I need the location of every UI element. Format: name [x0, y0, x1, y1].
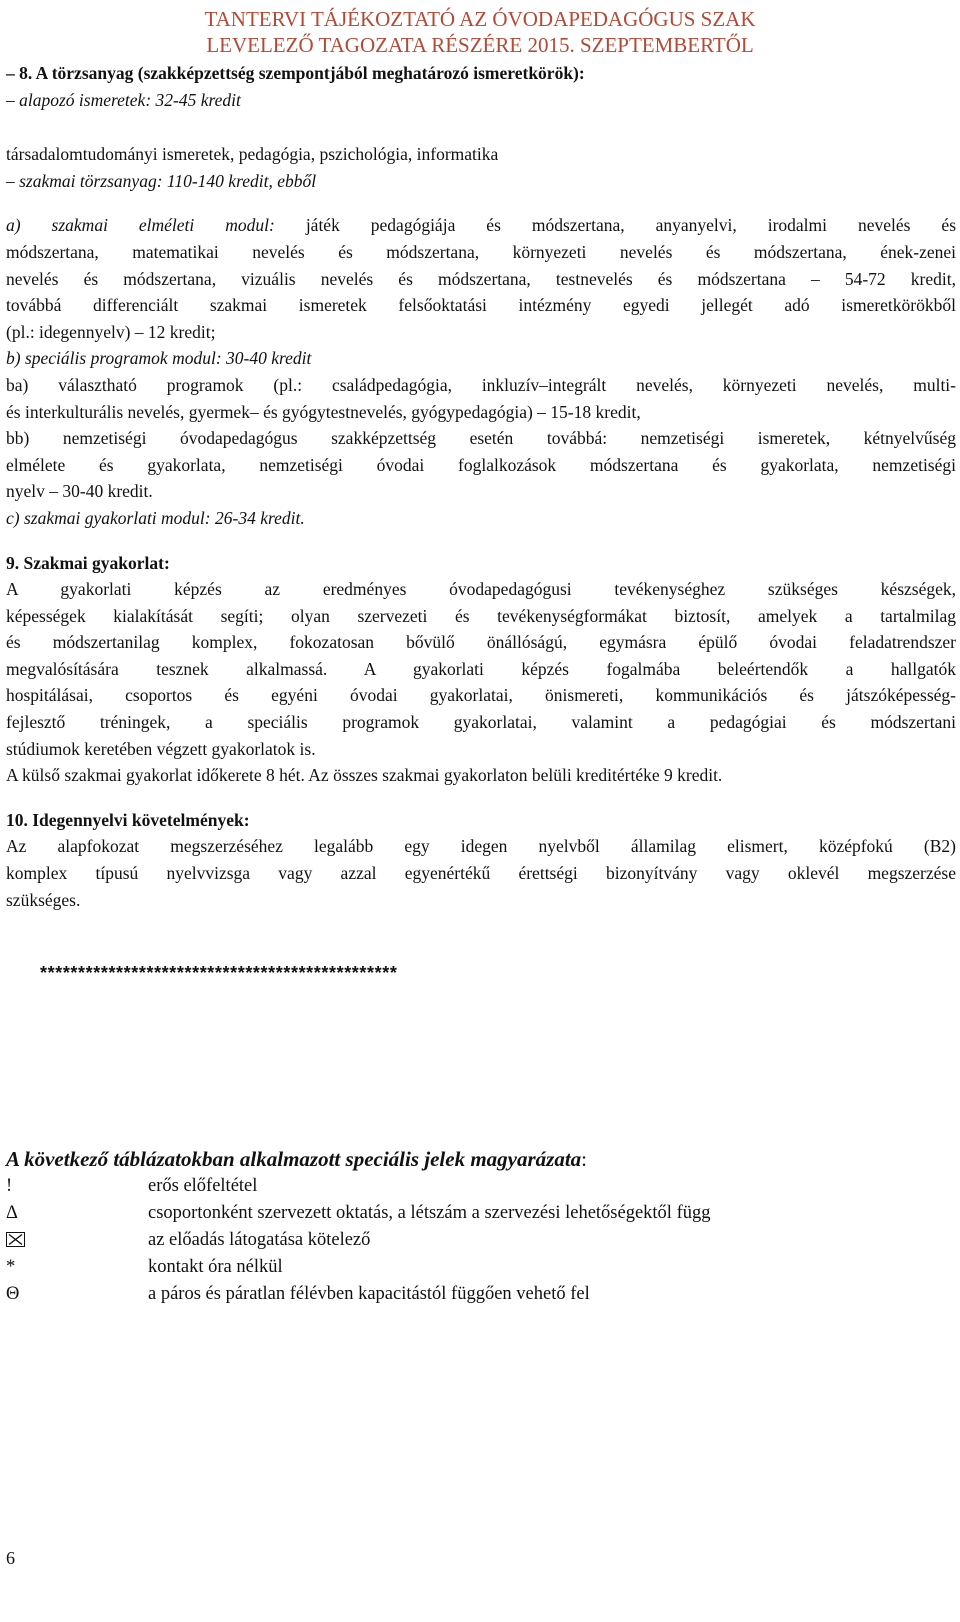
section-8-c-line: c) szakmai gyakorlati modul: 26-34 kredit.: [6, 507, 305, 528]
legend-item-text: kontakt óra nélkül: [148, 1257, 283, 1277]
asterisk-icon: *: [6, 1257, 16, 1277]
section-8-a-line-1: a) szakmai elméleti modul: játék pedagógiája és módszertana, anyanyelvi, irodalmi nevelés és: [6, 215, 957, 236]
section-8-core-line: – szakmai törzsanyag: 110-140 kredit, ebből: [6, 170, 317, 191]
section-8-bb-line-3: nyelv – 30-40 kredit.: [6, 481, 153, 502]
section-9-line-4: megvalósítására tesznek alkalmassá. A gyakorlati képzés fogalmába beleértendők a hallgatók: [6, 658, 956, 679]
section-10-line-2: komplex típusú nyelvvizsga vagy azzal egyenértékű érettségi bizonyítvány vagy oklevél megszerzése: [6, 863, 956, 884]
symbol-legend: [6, 1145, 906, 1308]
section-8-title: – 8. A törzsanyag (szakképzettség szempontjából meghatározó ismeretkörök):: [6, 63, 585, 83]
section-8-a-line-5: (pl.: idegennyelv) – 12 kredit;: [6, 321, 216, 342]
legend-item: [6, 1200, 906, 1227]
section-8-a-line-1-rest: játék pedagógiája és módszertana, anyanyelvi, irodalmi nevelés és: [305, 215, 957, 236]
legend-item-text: csoportonként szervezett oktatás, a létszám a szervezési lehetőségektől függ: [148, 1203, 711, 1223]
legend-item: [6, 1254, 906, 1281]
header-line-2: LEVELEZŐ TAGOZATA RÉSZÉRE 2015. SZEPTEMBERTŐL: [206, 33, 754, 57]
section-9-line-6: fejlesztő tréningek, a speciális programok gyakorlatai, valamint a pedagógiai és módszertani: [6, 712, 956, 733]
header-line-1: TANTERVI TÁJÉKOZTATÓ AZ ÓVODAPEDAGÓGUS SZAK: [204, 7, 756, 31]
legend-title-text: A következő táblázatokban alkalmazott speciális jelek magyarázata: [6, 1147, 582, 1171]
section-9-last-line: A külső szakmai gyakorlat időkerete 8 hét. Az összes szakmai gyakorlaton belüli kreditértéke 9 kredit.: [6, 765, 723, 786]
section-10-line-1: Az alapfokozat megszerzéséhez legalább egy idegen nyelvből államilag elismert, középfokú (B2): [6, 836, 956, 857]
section-9-line-5: hospitálásai, csoportos és egyéni óvodai gyakorlatai, önismereti, kommunikációs és játszóképesség-: [6, 685, 956, 706]
exclamation-icon: !: [6, 1176, 13, 1196]
section-8-foundation-subjects: társadalomtudományi ismeretek, pedagógia, pszichológia, informatika: [6, 144, 499, 165]
legend-item-text: az előadás látogatása kötelező: [148, 1230, 371, 1250]
section-8-foundation-line: – alapozó ismeretek: 32-45 kredit: [6, 89, 241, 110]
legend-item: [6, 1173, 906, 1200]
section-8-bb-line-2: elmélete és gyakorlata, nemzetiségi óvodai foglalkozások módszertana és gyakorlata, nemzetiségi: [6, 454, 956, 475]
legend-item: [6, 1227, 906, 1254]
section-8-b-title: b) speciális programok modul: 30-40 kredit: [6, 348, 312, 369]
section-8-a-line-4: továbbá differenciált szakmai ismeretek felsőoktatási intézmény egyedi jellegét adó ismeretkörökből: [6, 295, 956, 316]
legend-item-text: a páros és páratlan félévben kapacitástól függően vehető fel: [148, 1284, 590, 1304]
section-9-title: 9. Szakmai gyakorlat:: [6, 552, 170, 573]
section-8-a-line-2: módszertana, matematikai nevelés és módszertana, környezeti nevelés és módszertana, ének-zenei: [6, 241, 956, 262]
legend-item: [6, 1281, 906, 1308]
section-8-ba-line-1: ba) választható programok (pl.: családpedagógia, inkluzív–integrált nevelés, környezeti nevelés, multi-: [6, 374, 956, 395]
main-content: [6, 60, 956, 913]
section-9-line-2: képességek kialakítását segíti; olyan szervezeti és tevékenységformákat biztosít, amelyek a tartalmilag: [6, 605, 956, 626]
theta-icon: Θ: [6, 1284, 20, 1304]
section-8-ba-line-2: és interkulturális nevelés, gyermek– és gyógytestnevelés, gyógypedagógia) – 15-18 kredit,: [6, 401, 641, 422]
triangle-icon: Δ: [6, 1203, 18, 1223]
section-8-bb-line-1: bb) nemzetiségi óvodapedagógus szakképzettség esetén továbbá: nemzetiségi ismeretek, kétnyelvűség: [6, 428, 956, 449]
section-9-line-3: és módszertanilag komplex, fokozatosan bővülő önállóságú, egymásra épülő óvodai feladatrendszer: [6, 632, 956, 653]
section-10-last-line: szükséges.: [6, 889, 81, 910]
section-8-a-line-3: nevelés és módszertana, vizuális nevelés és módszertana, testnevelés és módszertana – 54-72 kredit,: [6, 268, 956, 289]
section-10-title: 10. Idegennyelvi követelmények:: [6, 809, 250, 830]
legend-title: [6, 1145, 906, 1173]
section-9-line-1: A gyakorlati képzés az eredményes óvodapedagógusi tevékenységhez szükséges készségek,: [6, 579, 956, 600]
page-number: 6: [6, 1548, 15, 1568]
section-9-line-7: stúdiumok keretében végzett gyakorlatok is.: [6, 738, 316, 759]
page-header: [140, 6, 820, 58]
legend-title-colon: :: [581, 1147, 587, 1171]
boxed-x-icon: [6, 1227, 148, 1254]
legend-item-text: erős előfeltétel: [148, 1176, 258, 1196]
separator-line: ***********************************************: [40, 963, 398, 983]
